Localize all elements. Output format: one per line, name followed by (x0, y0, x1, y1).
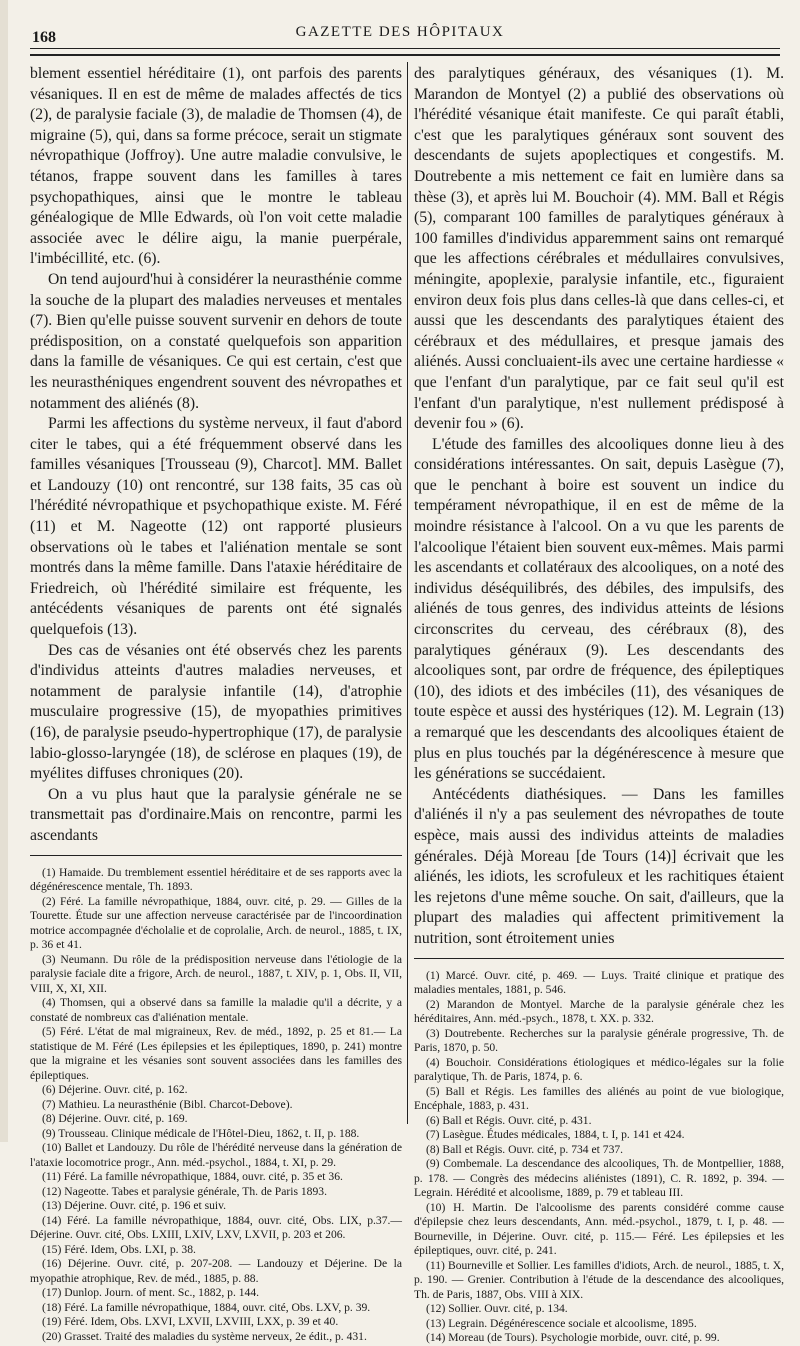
left-paragraph-5: On a vu plus haut que la paralysie générale ne se transmettait pas d'ordinaire.Mais on rencontre, parmi les ascendants (30, 785, 402, 844)
page-number: 168 (32, 29, 56, 46)
footnote-right-12: (12) Sollier. Ouvr. cité, p. 134. (426, 1302, 568, 1316)
right-column (414, 64, 784, 1346)
footnote-left-1: (1) Hamaide. Du tremblement essentiel héréditaire et de ses rapports avec la dégénérescence mentale, Th. 1893. (30, 865, 402, 894)
footnote-left-3: (3) Neumann. Du rôle de la prédisposition nerveuse dans l'étiologie de la paralysie faciale dite a frigore, Arch. de neurol., 1887, t. XIV, p. 1, Obs. II, VII, VIII, X, XI, XII. (30, 952, 402, 995)
footnote-left-16: (16) Déjerine. Ouvr. cité, p. 207-208. — Landouzy et Déjerine. De la myopathie atrophique, Rev. de méd., 1885, p. 88. (30, 1257, 402, 1285)
footnote-left-15: (15) Féré. Idem, Obs. LXI, p. 38. (42, 1242, 196, 1256)
left-paragraph-3: Parmi les affections du système nerveux, il faut d'abord citer le tabes, qui a été fréquemment observé dans les familles vésaniques [Trousseau (9), Charcot]. MM. Ballet et Landouzy (10) ont rencontré, sur 138 faits, 35 cas où l'hérédité névropathique et psychopathique existe. M. Féré (11) et M. Nageotte (12) ont rapporté plusieurs observations où le tabes et l'aliénation mentale se sont montrés dans la même famille. Dans l'ataxie héréditaire de Friedreich, où l'hérédité similaire est fréquente, les antécédents vésaniques de parents ont été signalés quelquefois (13). (30, 415, 402, 639)
footnote-left-9: (9) Trousseau. Clinique médicale de l'Hôtel-Dieu, 1862, t. II, p. 188. (42, 1126, 360, 1140)
footnote-right-4: (4) Bouchoir. Considérations étiologiques et médico-légales sur la folie paralytique, Th. de Paris, 1874, p. 6. (414, 1055, 784, 1084)
footnote-right-7: (7) Lasègue. Études médicales, 1884, t. I, p. 141 et 424. (426, 1128, 685, 1142)
footnote-left-18: (18) Féré. La famille névropathique, 1884, ouvr. cité, Obs. LXV, p. 39. (42, 1300, 371, 1314)
header-rule-thick (30, 54, 780, 56)
column-divider (407, 62, 408, 1124)
footnote-right-14: (14) Moreau (de Tours). Psychologie morbide, ouvr. cité, p. 99. (426, 1331, 720, 1345)
footnote-right-11: (11) Bourneville et Sollier. Les familles d'idiots, Arch. de neurol., 1885, t. X, p. 190. — Grenier. Contribution à l'étude de la descendance des alcooliques, Th. de Paris, 1887, Obs. VIII à XIX. (414, 1258, 784, 1301)
footnote-left-14: (14) Féré. La famille névropathique, 1884, ouvr. cité, Obs. LIX, p.37.— Déjerine. Ouvr. cité, Obs. LXIII, LXIV, LXV, LXVII, p. 203 et 206. (30, 1213, 402, 1242)
footnote-right-2: (2) Marandon de Montyel. Marche de la paralysie générale chez les héréditaires, Ann. méd.-psych., 1878, t. XX. p. 332. (414, 997, 784, 1026)
right-footnotes (414, 969, 784, 1346)
footnote-left-6: (6) Déjerine. Ouvr. cité, p. 162. (42, 1083, 188, 1097)
footnote-left-8: (8) Déjerine. Ouvr. cité, p. 169. (42, 1112, 188, 1126)
footnote-right-5: (5) Ball et Régis. Les familles des aliénés au point de vue biologique, Encéphale, 1883, p. 431. (414, 1084, 784, 1113)
left-paragraph-2: On tend aujourd'hui à considérer la neurasthénie comme la souche de la plupart des maladies nerveuses et mentales (7). Bien qu'elle puisse souvent survenir en dehors de toute prédisposition, on a constaté quelquefois son apparition dans la famille de vésaniques. Ce qui est certain, c'est que les neurasthéniques engendrent souvent des névropathes et notamment des aliénés (8). (30, 270, 402, 412)
footnote-separator-left (30, 855, 402, 856)
footnote-left-10: (10) Ballet et Landouzy. Du rôle de l'hérédité nerveuse dans la génération de l'ataxie locomotrice progr., Ann. méd.-psychol., 1884, t. XI, p. 29. (30, 1141, 402, 1169)
left-footnotes (30, 866, 402, 1345)
left-column-body (30, 64, 402, 847)
left-column (30, 64, 402, 1344)
footnote-right-9: (9) Combemale. La descendance des alcooliques, Th. de Montpellier, 1888, p. 178. — Congrès des médecins aliénistes (1891), C. R. 1892, p. 394. — Legrain. Hérédité et alcoolisme, 1889, p. 79 et tableau III. (414, 1157, 784, 1200)
footnote-separator-right (414, 958, 784, 959)
footnote-right-1: (1) Marcé. Ouvr. cité, p. 469. — Luys. Traité clinique et pratique des maladies mentales, 1881, p. 546. (414, 968, 784, 997)
page-binding-edge (0, 0, 8, 1142)
right-paragraph-1: des paralytiques généraux, des vésaniques (1). M. Marandon de Montyel (2) a publié des observations où l'hérédité vésanique était manifeste. Ce qui paraît établi, c'est que les paralytiques généraux sont souvent des descendants de sujets apoplectiques et congestifs. M. Doutrebente a mis nettement ce fait en lumière dans sa thèse (3), et après lui M. Bouchoir (4). MM. Ball et Régis (5), comparant 100 familles de paralytiques généraux à 100 familles d'individus apparemment sains ont remarqué que les affections cérébrales et médullaires convulsives, méningite, apoplexie, paralysie infantile, etc., figuraient environ deux fois plus dans celles-là que dans celles-ci, et aussi que les descendants des paralytiques étaient des cérébraux et des médullaires, et presque jamais des aliénés. Aussi concluaient-ils avec une certaine hardiesse « que l'enfant d'un paralytique, par ce fait seul qu'il est l'enfant d'un paralytique, n'est nullement prédisposé à devenir fou » (6). (414, 65, 784, 433)
right-paragraph-2: L'étude des familles des alcooliques donne lieu à des considérations intéressantes. On sait, depuis Lasègue (7), que le penchant à boire est souvent un indice du tempérament névropathique, il en est de même de la moindre résistance à l'alcool. On a vu que les parents de l'alcoolique l'étaient bien souvent eux-mêmes. Mais parmi les ascendants et collatéraux des alcooliques, on a noté des individus déséquilibrés, des débiles, des impulsifs, des aliénés de tous genres, des individus atteints de lésions circonscrites du cerveau, des cérébraux (8), des paralytiques généraux (9). Les descendants des alcooliques sont, par ordre de fréquence, des épileptiques (10), des idiots et des imbéciles (11), des vésaniques de toute espèce et aussi des hystériques (12). M. Legrain (13) a remarqué que les descendants des alcooliques étaient de plus en plus touchés par la dégénérescence à mesure que les générations se succédaient. (414, 435, 784, 783)
footnote-right-3: (3) Doutrebente. Recherches sur la paralysie générale progressive, Th. de Paris, 1870, p. 50. (414, 1026, 784, 1055)
footnote-left-13: (13) Déjerine. Ouvr. cité, p. 196 et suiv. (42, 1199, 227, 1213)
left-paragraph-4: Des cas de vésanies ont été observés chez les parents d'individus atteints d'autres maladies nerveuses, et notamment de paralysie infantile (14), d'atrophie musculaire progressive (15), de myopathies primitives (16), de paralysie pseudo-hypertrophique (17), de paralysie labio-glosso-laryngée (18), de sclérose en plaques (19), de myélites diffuses chroniques (20). (30, 641, 403, 783)
running-header-title: GAZETTE DES HÔPITAUX (295, 24, 505, 40)
right-paragraph-3: Antécédents diathésiques. — Dans les familles d'aliénés il n'y a pas seulement des névropathes de toute espèce, mais aussi des individus atteints de maladies générales. Déjà Moreau [de Tours (14)] écrivait que les aliénés, les idiots, les scrofuleux et les rachitiques étaient les rejetons d'une même souche. On sait, d'ailleurs, que la plupart des maladies qui affectent primitivement la nutrition, sont étroitement unies (414, 785, 784, 947)
footnote-left-2: (2) Féré. La famille névropathique, 1884, ouvr. cité, p. 29. — Gilles de la Tourette. Étude sur une affection nerveuse caractérisée par de l'incoordination motrice accompagnée d'écholalie et de coprolalie, Arch. de neurol., 1885, t. IX, p. 36 et 41. (30, 894, 402, 952)
header-rule-thin (30, 48, 780, 49)
footnote-left-4: (4) Thomsen, qui a observé dans sa famille la maladie qu'il a décrite, y a constaté de nombreux cas d'aliénation mentale. (30, 996, 402, 1024)
footnote-right-10: (10) H. Martin. De l'alcoolisme des parents considéré comme cause d'épilepsie chez leurs descendants, Ann. méd.-psychol., 1879, t. I, p. 48. — Bourneville, in Déjerine. Ouvr. cité, p. 115.— Féré. Les épilepsies et les épileptiques, ouvr. cité, p. 241. (414, 1200, 784, 1258)
footnote-left-7: (7) Mathieu. La neurasthénie (Bibl. Charcot-Debove). (42, 1097, 293, 1111)
footnote-right-13: (13) Legrain. Dégénérescence sociale et alcoolisme, 1895. (426, 1316, 697, 1330)
footnote-left-17: (17) Dunlop. Journ. of ment. Sc., 1882, p. 144. (42, 1286, 260, 1300)
footnote-left-20: (20) Grasset. Traité des maladies du système nerveux, 2e édit., p. 431. (42, 1329, 367, 1343)
footnote-right-6: (6) Ball et Régis. Ouvr. cité, p. 431. (426, 1113, 592, 1127)
footnote-left-12: (12) Nageotte. Tabes et paralysie générale, Th. de Paris 1893. (42, 1184, 327, 1198)
footnote-left-19: (19) Féré. Idem, Obs. LXVI, LXVII, LXVIII, LXX, p. 39 et 40. (42, 1315, 339, 1329)
right-column-body (414, 64, 784, 950)
footnote-right-8: (8) Ball et Régis. Ouvr. cité, p. 734 et 737. (426, 1142, 624, 1156)
footnote-left-11: (11) Féré. La famille névropathique, 1884, ouvr. cité, p. 35 et 36. (42, 1170, 343, 1184)
footnote-left-5: (5) Féré. L'état de mal migraineux, Rev. de méd., 1892, p. 25 et 81.— La statistique de M. Féré (Les épilepsies et les épileptiques, 1890, p. 241) montre que la migraine et les vésanies sont souvent associées dans les familles des épileptiques. (30, 1025, 402, 1082)
left-paragraph-1: blement essentiel héréditaire (1), ont parfois des parents vésaniques. Il en est de même de malades affectés de tics (2), de paralysie faciale (3), de maladie de Thomsen (4), de migraine (5), qui, dans sa forme précoce, serait un stigmate névropathique (Joffroy). Une autre maladie convulsive, le tétanos, frappe souvent dans les familles à tares psychopathiques, ainsi que le montre le tableau généalogique de Mlle Edwards, où l'on voit cette maladie associée avec le délire aigu, la manie puerpérale, l'imbécillité, etc. (6). (30, 65, 403, 268)
